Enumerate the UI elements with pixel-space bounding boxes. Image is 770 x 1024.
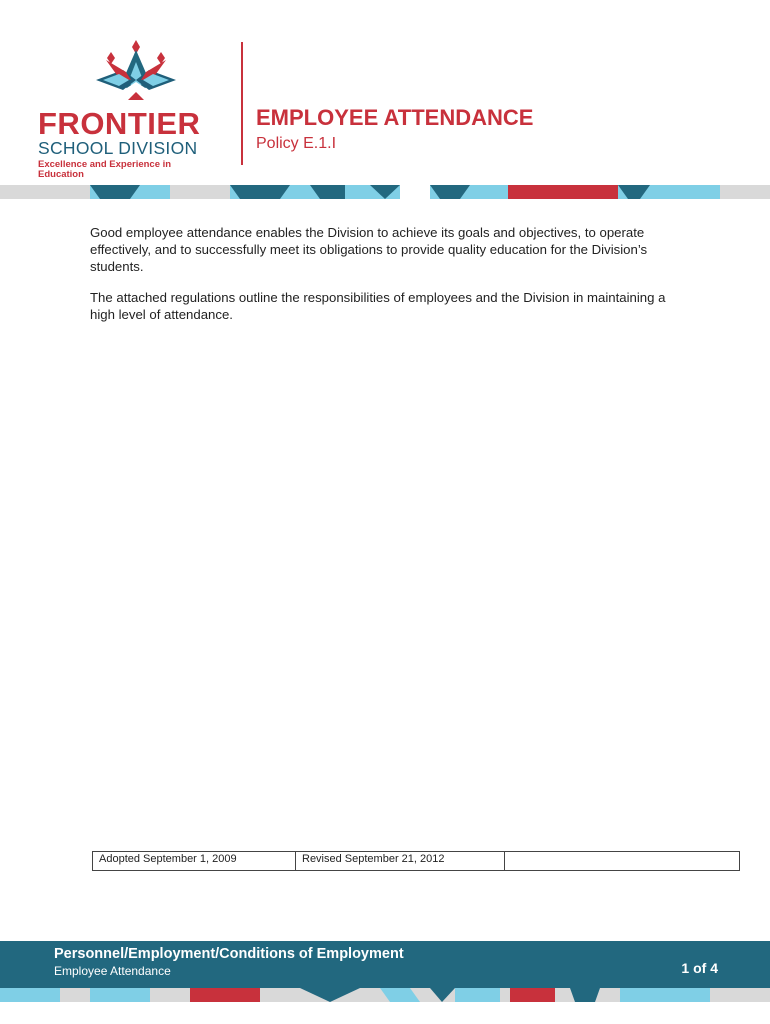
star-blanket-logo-icon (81, 40, 191, 116)
footer-bar (0, 941, 770, 988)
revised-date: Revised September 21, 2012 (296, 852, 505, 871)
policy-number: Policy E.1.I (256, 135, 337, 152)
body-paragraph-1: Good employee attendance enables the Division to achieve its goals and objectives, to operate effectively, and to successfully meet its obligations to provide quality education for the Division’s students. (90, 225, 648, 274)
logo-tagline: Excellence and Experience in Education (38, 159, 172, 180)
logo-subname: SCHOOL DIVISION (38, 138, 198, 158)
decorative-band-top (0, 185, 770, 199)
footer-topic: Employee Attendance (54, 964, 171, 978)
frontier-logo (36, 40, 216, 180)
logo-name: FRONTIER (38, 106, 201, 141)
policy-body (90, 224, 690, 337)
decorative-band-bottom (0, 988, 770, 1002)
header-divider (241, 42, 243, 165)
dates-table (92, 851, 740, 871)
page-number: 1 of 4 (681, 960, 718, 976)
body-paragraph-2: The attached regulations outline the responsibilities of employees and the Division in maintaining a high level of attendance. (90, 290, 666, 322)
adopted-date: Adopted September 1, 2009 (93, 852, 296, 871)
page-title: EMPLOYEE ATTENDANCE (256, 105, 534, 130)
extra-date-cell (505, 852, 740, 871)
footer-category: Personnel/Employment/Conditions of Employment (54, 946, 404, 962)
